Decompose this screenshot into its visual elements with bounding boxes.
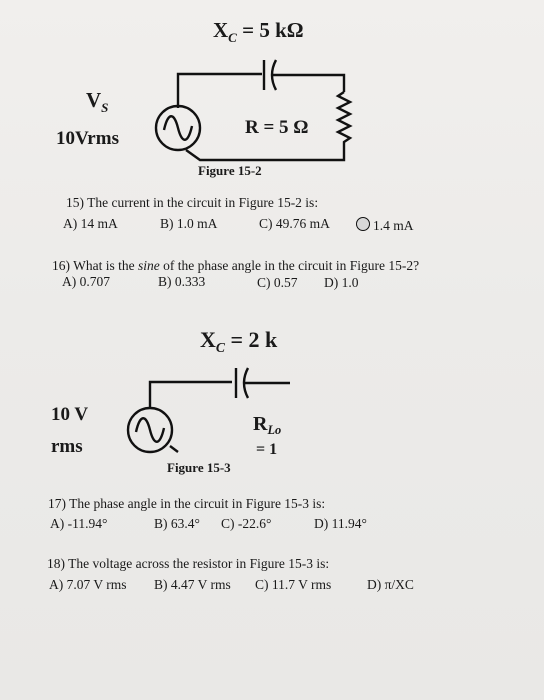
- q17-choice-d[interactable]: D) 11.94°: [314, 516, 367, 531]
- q18-choice-b[interactable]: B) 4.47 V rms: [154, 577, 231, 592]
- q16-text-before: 16) What is the: [52, 258, 138, 273]
- fig2-xc-label: [213, 18, 304, 43]
- q17-text: 17) The phase angle in the circuit in Figure 15-3 is:: [48, 496, 326, 511]
- fig3-wire-bottom: [170, 446, 178, 452]
- figure-15-2-circuit: [156, 60, 350, 160]
- fig3-source-line2: rms: [51, 436, 83, 457]
- fig2-source-value: 10Vrms: [56, 128, 119, 149]
- fig2-vs-subscript: S: [101, 99, 109, 115]
- fig2-resistor: [338, 92, 350, 150]
- fig3-rlo-symbol: R: [253, 413, 268, 435]
- q16-choice-b[interactable]: B) 0.333: [158, 274, 206, 289]
- q17-choice-c[interactable]: C) -22.6°: [221, 516, 272, 531]
- fig2-wire-top-right: [272, 75, 344, 92]
- q18-choice-c[interactable]: C) 11.7 V rms: [255, 577, 332, 592]
- q18-choice-a[interactable]: A) 7.07 V rms: [49, 577, 127, 592]
- fig2-xc-symbol: X: [213, 18, 229, 42]
- fig3-rlo-label: [253, 413, 281, 436]
- q15-choice-b[interactable]: B) 1.0 mA: [160, 216, 218, 231]
- q16-choice-d[interactable]: D) 1.0: [324, 275, 359, 290]
- fig2-vs-symbol: V: [86, 88, 102, 112]
- fig2-sine-wave-icon: [164, 116, 192, 140]
- q16-choice-c[interactable]: C) 0.57: [257, 275, 298, 290]
- fig3-xc-value: = 2 k: [230, 327, 278, 352]
- fig2-vs-label: [86, 88, 108, 113]
- fig3-caption: Figure 15-3: [167, 460, 231, 475]
- q15-choice-d[interactable]: [356, 217, 414, 234]
- fig3-rlo-subscript: Lo: [267, 423, 282, 438]
- q15-choice-a[interactable]: A) 14 mA: [63, 216, 118, 231]
- q17-choice-b[interactable]: B) 63.4°: [154, 516, 200, 531]
- figure-15-3-circuit: [128, 368, 290, 452]
- q18-choice-d[interactable]: D) π/XC: [367, 577, 414, 592]
- q16-text: [52, 258, 419, 274]
- fig2-caption: Figure 15-2: [198, 163, 262, 178]
- q16-choice-a[interactable]: A) 0.707: [62, 274, 110, 289]
- q17-choice-a[interactable]: A) -11.94°: [50, 516, 108, 531]
- fig2-wire-top-left: [178, 74, 262, 108]
- q16-text-italic: sine: [137, 258, 160, 273]
- fig3-source-line1: 10 V: [51, 404, 89, 425]
- q18-text: 18) The voltage across the resistor in Figure 15-3 is:: [47, 556, 330, 571]
- q15-text: 15) The current in the circuit in Figure 15-2 is:: [66, 195, 319, 210]
- q15-choice-c[interactable]: C) 49.76 mA: [259, 216, 330, 231]
- fig2-xc-value: = 5 kΩ: [242, 18, 304, 42]
- fig3-sine-wave-icon: [136, 418, 164, 442]
- q15-choice-d-label: 1.4 mA: [373, 218, 414, 233]
- fig2-xc-subscript: C: [228, 29, 237, 45]
- selected-answer-circle-icon: [356, 217, 370, 231]
- fig3-xc-subscript: C: [215, 339, 225, 355]
- fig2-wire-bottom: [186, 150, 344, 160]
- fig3-rlo-value: = 1: [256, 441, 278, 458]
- fig3-wire-top-left: [150, 382, 232, 408]
- fig3-xc-label: [200, 327, 277, 353]
- fig2-resistor-label: R = 5 Ω: [245, 117, 309, 138]
- q16-text-after: of the phase angle in the circuit in Figure 15-2?: [159, 258, 420, 273]
- fig3-xc-symbol: X: [200, 327, 216, 352]
